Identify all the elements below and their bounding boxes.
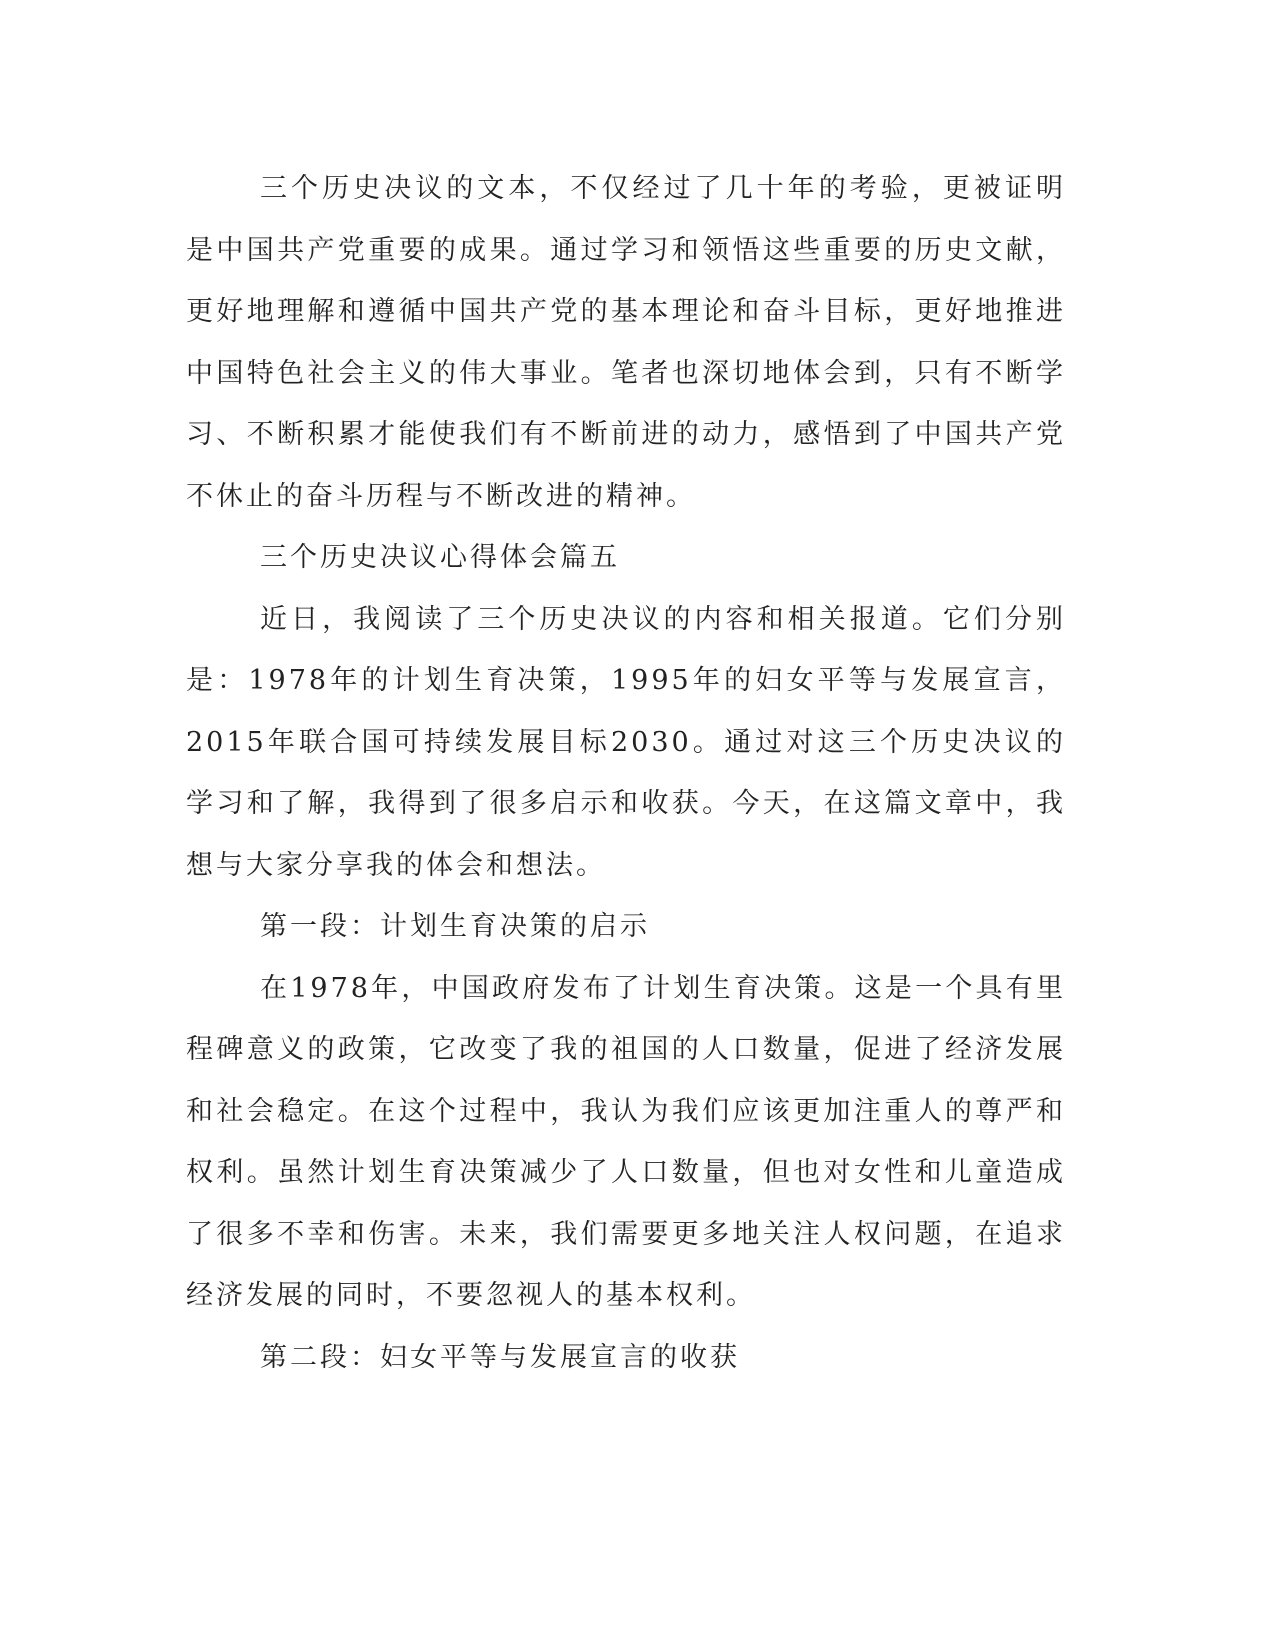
paragraph-intro: 近日，我阅读了三个历史决议的内容和相关报道。它们分别是：1978年的计划生育决策，1995年的妇女平等与发展宣言，2015年联合国可持续发展目标2030。通过对这三个历史决议的学习和了解，我得到了很多启示和收获。今天，在这篇文章中，我想与大家分享我的体会和想法。	[186, 603, 1066, 881]
document-body	[186, 158, 1066, 1388]
section-heading: 三个历史决议心得体会篇五	[260, 542, 620, 573]
subheading-part-two: 第二段：妇女平等与发展宣言的收获	[260, 1341, 740, 1373]
paragraph-conclusion: 三个历史决议的文本，不仅经过了几十年的考验，更被证明是中国共产党重要的成果。通过学习和领悟这些重要的历史文献，更好地理解和遵循中国共产党的基本理论和奋斗目标，更好地推进中国特色社会主义的伟大事业。笔者也深切地体会到，只有不断学习、不断积累才能使我们有不断前进的动力，感悟到了中国共产党不休止的奋斗历程与不断改进的精神。	[186, 173, 1066, 512]
subheading-part-one: 第一段：计划生育决策的启示	[260, 911, 650, 942]
paragraph-part-one: 在1978年，中国政府发布了计划生育决策。这是一个具有里程碑意义的政策，它改变了我的祖国的人口数量，促进了经济发展和社会稳定。在这个过程中，我认为我们应该更加注重人的尊严和权利。虽然计划生育决策减少了人口数量，但也对女性和儿童造成了很多不幸和伤害。未来，我们需要更多地关注人权问题，在追求经济发展的同时，不要忽视人的基本权利。	[186, 972, 1066, 1311]
